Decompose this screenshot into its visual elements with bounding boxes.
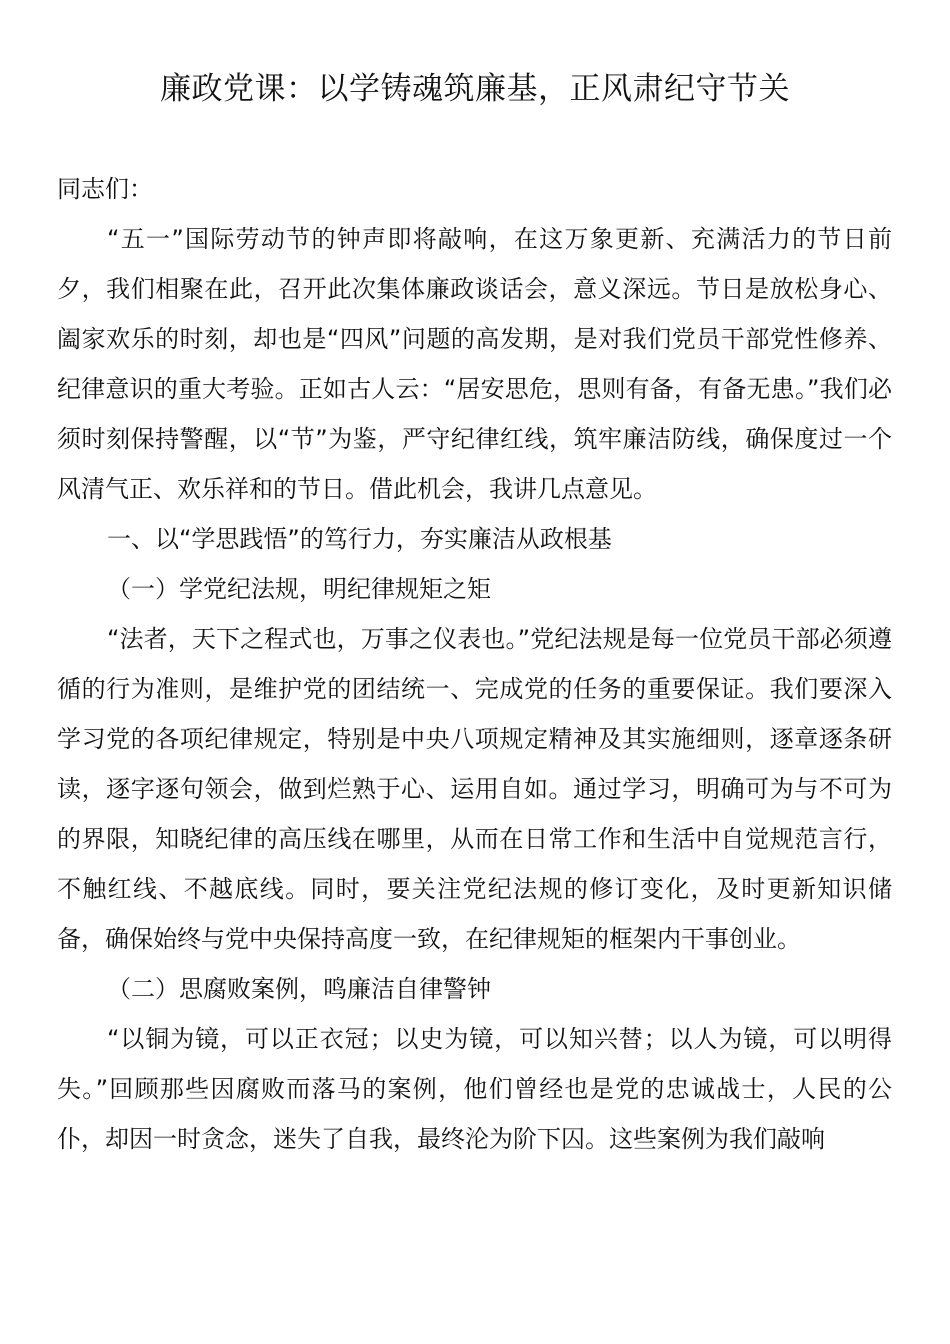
- document-body: [57, 164, 892, 1164]
- subsection-2-paragraph: “以铜为镜，可以正衣冠；以史为镜，可以知兴替；以人为镜，可以明得失。”回顾那些因腐败而落马的案例，他们曾经也是党的忠诚战士，人民的公仆，却因一时贪念，迷失了自我，最终沦为阶下囚。这些案例为我们敲响: [57, 1025, 892, 1153]
- section-heading-1: 一、以“学思践悟”的笃行力，夯实廉洁从政根基: [107, 525, 612, 553]
- subsection-heading-2: （二）思腐败案例，鸣廉洁自律警钟: [107, 975, 491, 1003]
- document-title: 廉政党课：以学铸魂筑廉基，正风肃纪守节关: [160, 71, 790, 107]
- subsection-heading-1: （一）学党纪法规，明纪律规矩之矩: [107, 575, 491, 603]
- subsection-1-paragraph: “法者，天下之程式也，万事之仪表也。”党纪法规是每一位党员干部必须遵循的行为准则，是维护党的团结统一、完成党的任务的重要保证。我们要深入学习党的各项纪律规定，特别是中央八项规定精神及其实施细则，逐章逐条研读，逐字逐句领会，做到烂熟于心、运用自如。通过学习，明确可为与不可为的界限，知晓纪律的高压线在哪里，从而在日常工作和生活中自觉规范言行，不触红线、不越底线。同时，要关注党纪法规的修订变化，及时更新知识储备，确保始终与党中央保持高度一致，在纪律规矩的框架内干事创业。: [57, 625, 892, 953]
- salutation: 同志们：: [57, 175, 153, 203]
- intro-paragraph: “五一”国际劳动节的钟声即将敲响，在这万象更新、充满活力的节日前夕，我们相聚在此，召开此次集体廉政谈话会，意义深远。节日是放松身心、阖家欢乐的时刻，却也是“四风”问题的高发期，是对我们党员干部党性修养、纪律意识的重大考验。正如古人云：“居安思危，思则有备，有备无患。”我们必须时刻保持警醒，以“节”为鉴，严守纪律红线，筑牢廉洁防线，确保度过一个风清气正、欢乐祥和的节日。借此机会，我讲几点意见。: [57, 225, 892, 503]
